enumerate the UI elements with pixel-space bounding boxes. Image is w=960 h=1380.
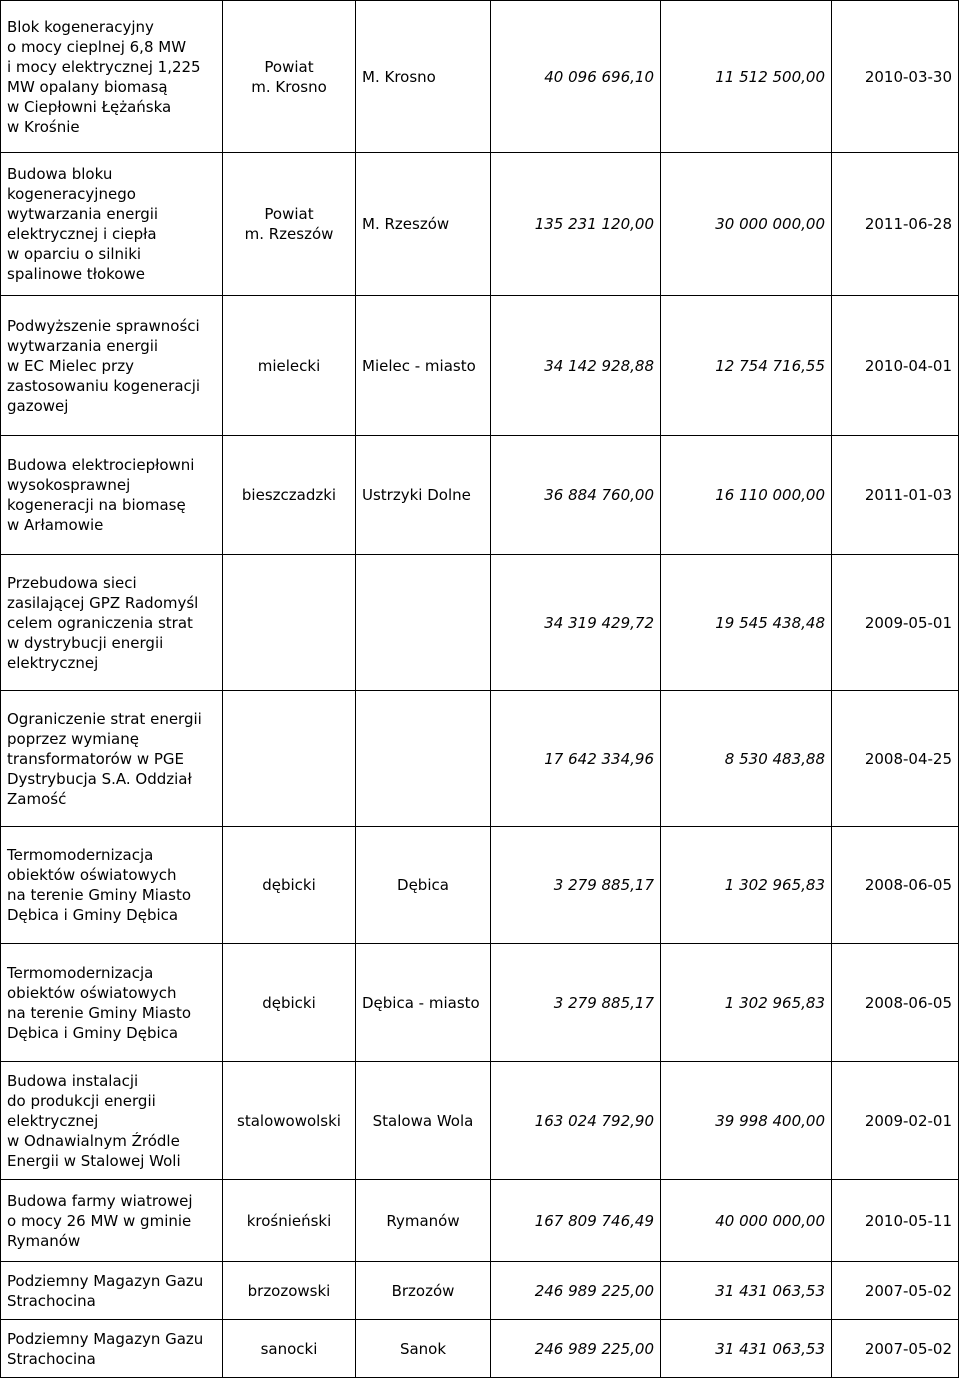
table-row: [1, 691, 959, 827]
project-name-cell: Budowa farmy wiatrowej o mocy 26 MW w gminie Rymanów: [1, 1180, 223, 1262]
date-cell: 2010-05-11: [832, 1180, 959, 1262]
grant-value-cell: 19 545 438,48: [661, 555, 832, 691]
project-name-cell: Budowa instalacji do produkcji energii elektrycznej w Odnawialnym Źródle Energii w Stalowej Woli: [1, 1062, 223, 1180]
date-cell: 2009-02-01: [832, 1062, 959, 1180]
total-value-cell: 246 989 225,00: [491, 1262, 661, 1320]
powiat-cell: krośnieński: [223, 1180, 356, 1262]
project-name-cell: Blok kogeneracyjny o mocy cieplnej 6,8 MW i mocy elektrycznej 1,225 MW opalany biomasą w Ciepłowni Łężańska w Krośnie: [1, 1, 223, 153]
gmina-cell: Ustrzyki Dolne: [356, 436, 491, 555]
date-cell: 2009-05-01: [832, 555, 959, 691]
table-row: [1, 153, 959, 296]
powiat-cell: dębicki: [223, 827, 356, 944]
date-cell: 2011-06-28: [832, 153, 959, 296]
grant-value-cell: 1 302 965,83: [661, 944, 832, 1062]
grant-value-cell: 8 530 483,88: [661, 691, 832, 827]
table-row: [1, 1062, 959, 1180]
total-value-cell: 167 809 746,49: [491, 1180, 661, 1262]
gmina-cell: [356, 555, 491, 691]
total-value-cell: 34 142 928,88: [491, 296, 661, 436]
grant-value-cell: 16 110 000,00: [661, 436, 832, 555]
total-value-cell: 3 279 885,17: [491, 827, 661, 944]
grant-value-cell: 40 000 000,00: [661, 1180, 832, 1262]
powiat-cell: Powiat m. Krosno: [223, 1, 356, 153]
powiat-cell: mielecki: [223, 296, 356, 436]
total-value-cell: 17 642 334,96: [491, 691, 661, 827]
date-cell: 2007-05-02: [832, 1262, 959, 1320]
grant-value-cell: 30 000 000,00: [661, 153, 832, 296]
total-value-cell: 40 096 696,10: [491, 1, 661, 153]
project-name-cell: Budowa elektrociepłowni wysokosprawnej kogeneracji na biomasę w Arłamowie: [1, 436, 223, 555]
gmina-cell: Mielec - miasto: [356, 296, 491, 436]
date-cell: 2008-06-05: [832, 827, 959, 944]
table-row: [1, 555, 959, 691]
total-value-cell: 246 989 225,00: [491, 1320, 661, 1378]
grant-value-cell: 11 512 500,00: [661, 1, 832, 153]
grant-value-cell: 31 431 063,53: [661, 1262, 832, 1320]
table-row: [1, 1262, 959, 1320]
total-value-cell: 135 231 120,00: [491, 153, 661, 296]
powiat-cell: [223, 691, 356, 827]
powiat-cell: dębicki: [223, 944, 356, 1062]
gmina-cell: Dębica: [356, 827, 491, 944]
date-cell: 2011-01-03: [832, 436, 959, 555]
grant-value-cell: 39 998 400,00: [661, 1062, 832, 1180]
project-name-cell: Podwyższenie sprawności wytwarzania energii w EC Mielec przy zastosowaniu kogeneracji gazowej: [1, 296, 223, 436]
gmina-cell: [356, 691, 491, 827]
powiat-cell: brzozowski: [223, 1262, 356, 1320]
table-row: [1, 1, 959, 153]
date-cell: 2010-03-30: [832, 1, 959, 153]
gmina-cell: Rymanów: [356, 1180, 491, 1262]
project-name-cell: Ograniczenie strat energii poprzez wymianę transformatorów w PGE Dystrybucja S.A. Oddział Zamość: [1, 691, 223, 827]
project-name-cell: Termomodernizacja obiektów oświatowych na terenie Gminy Miasto Dębica i Gminy Dębica: [1, 944, 223, 1062]
powiat-cell: Powiat m. Rzeszów: [223, 153, 356, 296]
powiat-cell: sanocki: [223, 1320, 356, 1378]
total-value-cell: 34 319 429,72: [491, 555, 661, 691]
powiat-cell: bieszczadzki: [223, 436, 356, 555]
table-row: [1, 1320, 959, 1378]
project-name-cell: Przebudowa sieci zasilającej GPZ Radomyśl celem ograniczenia strat w dystrybucji energii elektrycznej: [1, 555, 223, 691]
gmina-cell: Stalowa Wola: [356, 1062, 491, 1180]
gmina-cell: M. Rzeszów: [356, 153, 491, 296]
date-cell: 2007-05-02: [832, 1320, 959, 1378]
grant-value-cell: 31 431 063,53: [661, 1320, 832, 1378]
project-name-cell: Termomodernizacja obiektów oświatowych na terenie Gminy Miasto Dębica i Gminy Dębica: [1, 827, 223, 944]
gmina-cell: Sanok: [356, 1320, 491, 1378]
grant-value-cell: 12 754 716,55: [661, 296, 832, 436]
date-cell: 2008-06-05: [832, 944, 959, 1062]
grant-value-cell: 1 302 965,83: [661, 827, 832, 944]
gmina-cell: Dębica - miasto: [356, 944, 491, 1062]
project-name-cell: Budowa bloku kogeneracyjnego wytwarzania energii elektrycznej i ciepła w oparciu o silniki spalinowe tłokowe: [1, 153, 223, 296]
total-value-cell: 3 279 885,17: [491, 944, 661, 1062]
table-row: [1, 436, 959, 555]
total-value-cell: 163 024 792,90: [491, 1062, 661, 1180]
powiat-cell: stalowowolski: [223, 1062, 356, 1180]
table-row: [1, 1180, 959, 1262]
table-row: [1, 296, 959, 436]
powiat-cell: [223, 555, 356, 691]
table-row: [1, 944, 959, 1062]
project-name-cell: Podziemny Magazyn Gazu Strachocina: [1, 1320, 223, 1378]
date-cell: 2008-04-25: [832, 691, 959, 827]
table-row: [1, 827, 959, 944]
total-value-cell: 36 884 760,00: [491, 436, 661, 555]
project-name-cell: Podziemny Magazyn Gazu Strachocina: [1, 1262, 223, 1320]
gmina-cell: M. Krosno: [356, 1, 491, 153]
date-cell: 2010-04-01: [832, 296, 959, 436]
gmina-cell: Brzozów: [356, 1262, 491, 1320]
